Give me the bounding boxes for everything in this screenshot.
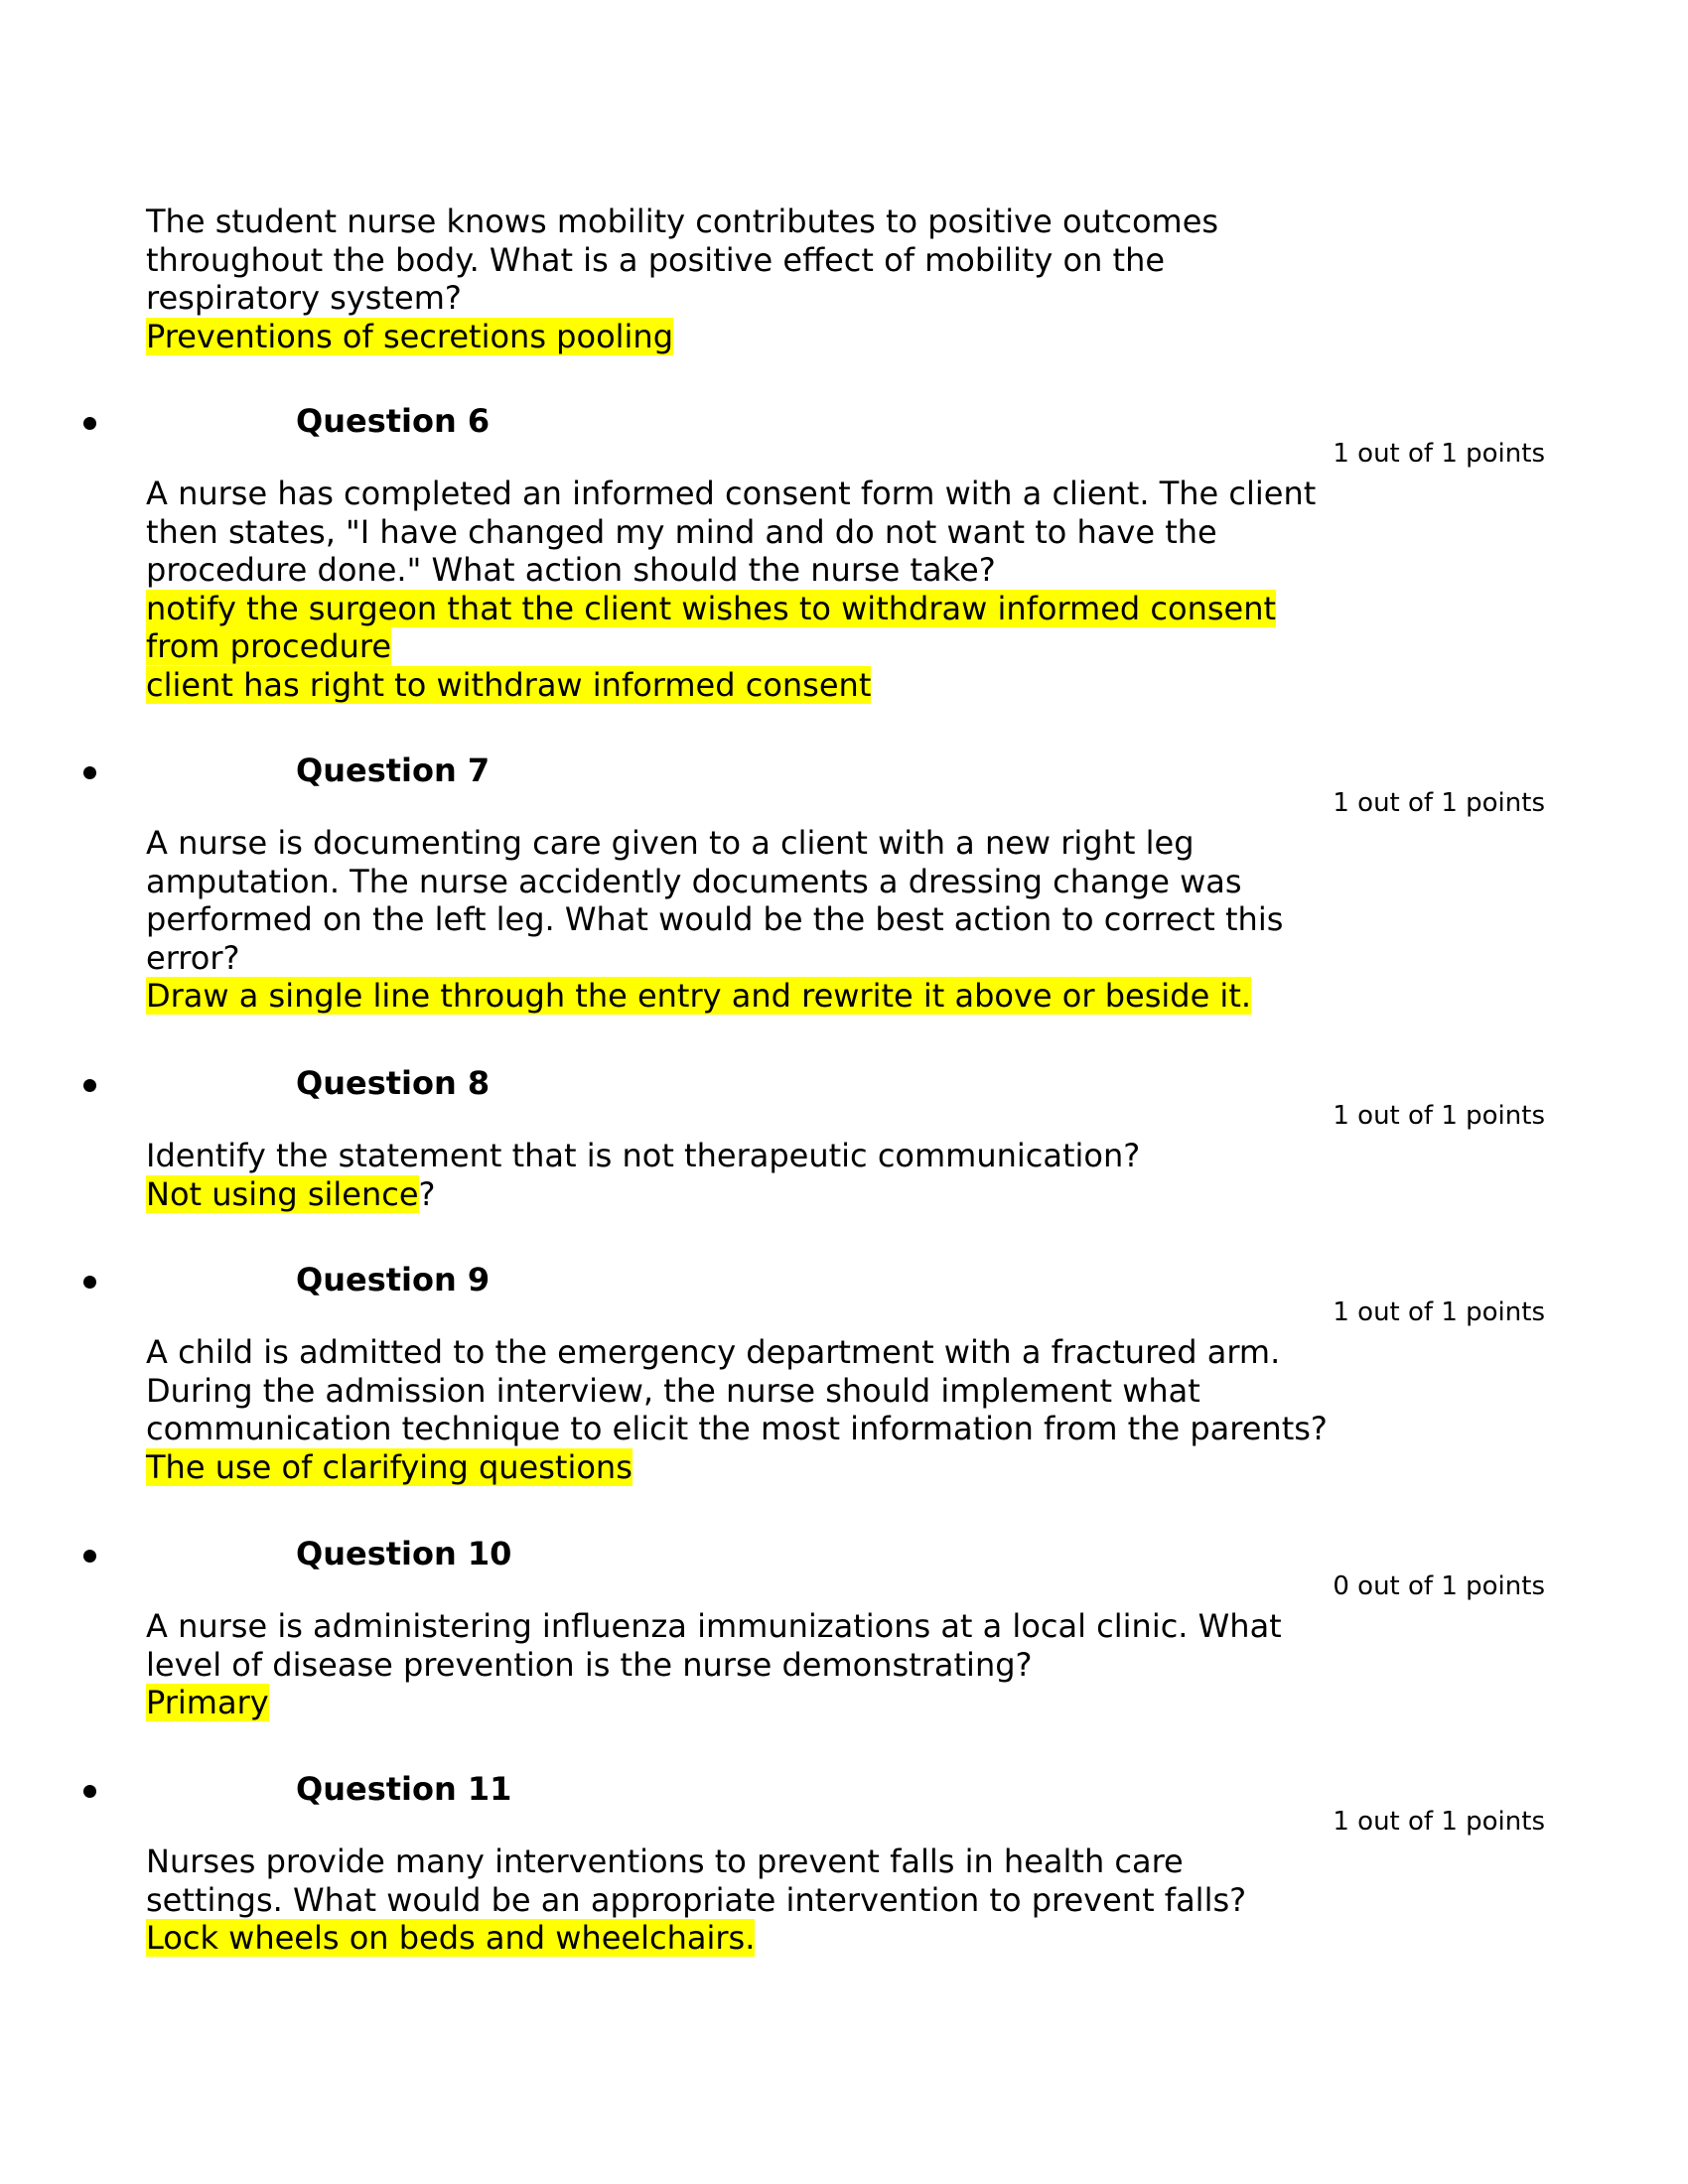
answer-highlight: Preventions of secretions pooling bbox=[146, 317, 674, 355]
answer-highlight: Primary bbox=[146, 1684, 269, 1721]
answer-highlight: Draw a single line through the entry and rewrite it above or beside it. bbox=[146, 977, 1252, 1015]
points-badge: 1 out of 1 points bbox=[1333, 1807, 1545, 1837]
question-line: amputation. The nurse accidently documents a dressing change was bbox=[146, 862, 1242, 900]
question-line: A nurse has completed an informed consent form with a client. The client bbox=[146, 475, 1317, 512]
question-line: throughout the body. What is a positive effect of mobility on the bbox=[146, 240, 1166, 279]
question-title: Question 9 bbox=[296, 1261, 491, 1298]
points-badge: 0 out of 1 points bbox=[1333, 1571, 1545, 1601]
question-title: Question 7 bbox=[296, 751, 491, 789]
question-line: respiratory system? bbox=[146, 279, 462, 317]
question-line: Nurses provide many interventions to prevent falls in health care bbox=[146, 1843, 1184, 1880]
question-line: error? bbox=[146, 938, 240, 977]
question-line: performed on the left leg. What would be the best action to correct this bbox=[146, 900, 1284, 938]
bullet-icon bbox=[83, 1079, 96, 1092]
answer-highlight: Not using silence bbox=[146, 1174, 419, 1213]
question-title: Question 6 bbox=[296, 402, 491, 440]
bullet-icon bbox=[83, 417, 96, 430]
points-badge: 1 out of 1 points bbox=[1333, 788, 1545, 818]
question-line: communication technique to elicit the most information from the parents? bbox=[146, 1410, 1328, 1447]
question-line: Identify the statement that is not therapeutic communication? bbox=[146, 1137, 1141, 1174]
bullet-icon bbox=[83, 1276, 96, 1289]
question-title: Question 10 bbox=[296, 1535, 512, 1572]
question-title: Question 8 bbox=[296, 1064, 491, 1102]
question-line: During the admission interview, the nurse should implement what bbox=[146, 1371, 1200, 1410]
question-line: settings. What would be an appropriate intervention to prevent falls? bbox=[146, 1880, 1247, 1919]
question-line: level of disease prevention is the nurse demonstrating? bbox=[146, 1645, 1033, 1684]
answer-suffix: ? bbox=[418, 1174, 436, 1213]
points-badge: 1 out of 1 points bbox=[1333, 439, 1545, 469]
answer-highlight: client has right to withdraw informed consent bbox=[146, 665, 872, 704]
question-line: A nurse is documenting care given to a client with a new right leg bbox=[146, 824, 1195, 862]
question-line: then states, "I have changed my mind and do not want to have the bbox=[146, 512, 1217, 551]
bullet-icon bbox=[83, 1785, 96, 1798]
question-11-body bbox=[146, 1843, 1387, 1958]
bullet-icon bbox=[83, 1550, 96, 1563]
question-8-body bbox=[146, 1137, 1387, 1213]
question-line: procedure done." What action should the nurse take? bbox=[146, 551, 996, 589]
answer-highlight: notify the surgeon that the client wishes to withdraw informed consent bbox=[146, 589, 1277, 627]
question-line: A nurse is administering influenza immunizations at a local clinic. What bbox=[146, 1607, 1282, 1645]
question-title: Question 11 bbox=[296, 1770, 512, 1808]
points-badge: 1 out of 1 points bbox=[1333, 1101, 1545, 1131]
question-line: The student nurse knows mobility contributes to positive outcomes bbox=[146, 203, 1219, 240]
question-7-body bbox=[146, 824, 1387, 1016]
question-9-body bbox=[146, 1333, 1387, 1486]
question-line: A child is admitted to the emergency department with a fractured arm. bbox=[146, 1333, 1281, 1371]
answer-highlight: from procedure bbox=[146, 627, 391, 665]
bullet-icon bbox=[83, 766, 96, 779]
question-10-body bbox=[146, 1607, 1387, 1722]
answer-highlight: Lock wheels on beds and wheelchairs. bbox=[146, 1919, 756, 1957]
question-6-body bbox=[146, 475, 1387, 704]
intro-question bbox=[146, 203, 1387, 355]
points-badge: 1 out of 1 points bbox=[1333, 1297, 1545, 1327]
answer-highlight: The use of clarifying questions bbox=[146, 1447, 633, 1486]
